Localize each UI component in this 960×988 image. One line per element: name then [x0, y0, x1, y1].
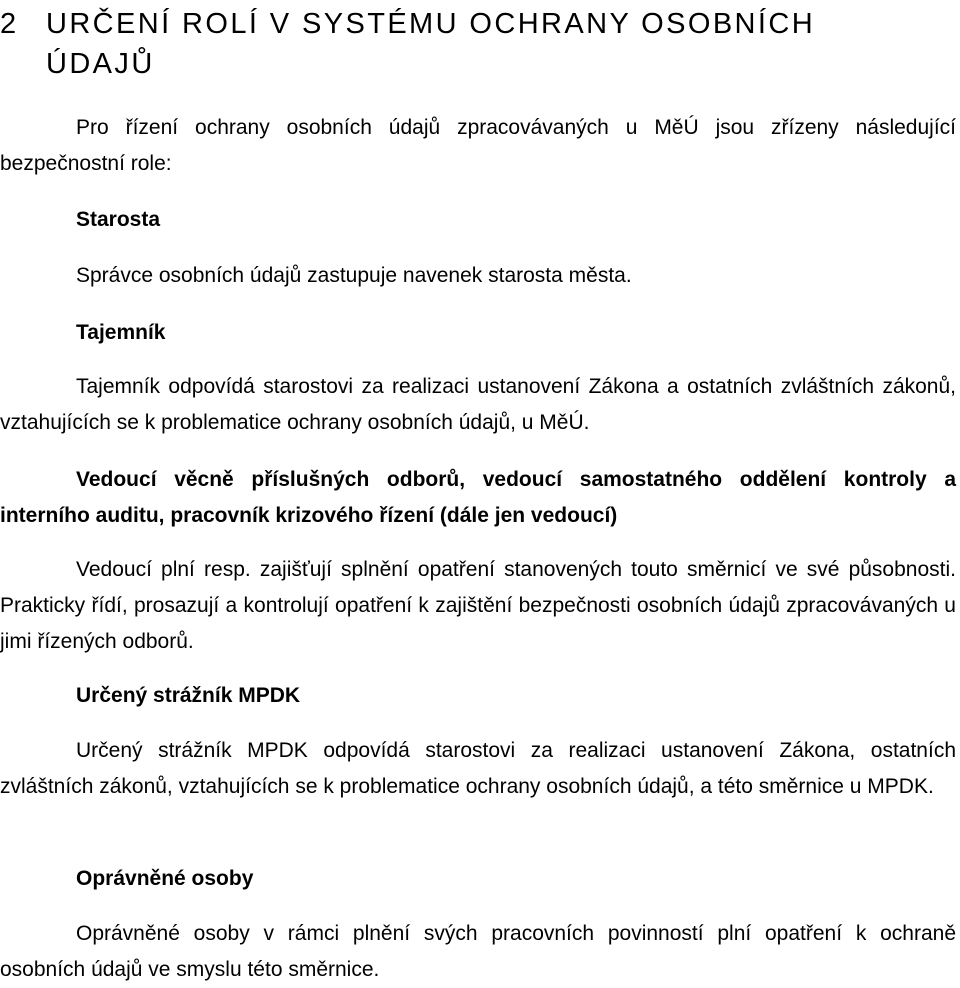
intro-text: Pro řízení ochrany osobních údajů zpracovávaných u MěÚ jsou zřízeny následující bezpečnostní role: [0, 116, 956, 175]
starosta-text: Správce osobních údajů zastupuje navenek starosta města. [76, 264, 632, 287]
starosta-heading: Starosta [76, 208, 161, 231]
section-title-line2: ÚDAJŮ [46, 48, 155, 80]
tajemnik-heading: Tajemník [76, 321, 166, 344]
tajemnik-paragraph [0, 369, 956, 441]
section-heading [0, 4, 960, 84]
vedouci-text: Vedoucí plní resp. zajišťují splnění opatření stanovených touto směrnicí ve své působnosti. Prakticky řídí, prosazují a kontrolují opatření k zajištění bezpečnosti osobních údajů zpracovávaných u jimi řízených odborů. [0, 558, 956, 653]
opravnene-text: Oprávněné osoby v rámci plnění svých pracovních povinností plní opatření k ochraně osobních údajů ve smyslu této směrnice. [0, 922, 956, 981]
tajemnik-text: Tajemník odpovídá starostovi za realizaci ustanovení Zákona a ostatních zvláštních zákonů, vztahujících se k problematice ochrany osobních údajů, u MěÚ. [0, 375, 956, 434]
section-number: 2 [0, 8, 19, 40]
vedouci-title: Vedoucí věcně příslušných odborů, vedoucí samostatného oddělení kontroly a interního auditu, pracovník krizového řízení (dále jen vedoucí) [0, 468, 956, 527]
opravnene-heading: Oprávněné osoby [76, 867, 254, 890]
vedouci-heading [0, 462, 956, 534]
opravnene-paragraph [0, 916, 956, 988]
vedouci-paragraph [0, 552, 956, 660]
straznik-heading: Určený strážník MPDK [76, 684, 301, 707]
section-title-line1: URČENÍ ROLÍ V SYSTÉMU OCHRANY OSOBNÍCH [46, 8, 816, 40]
straznik-text: Určený strážník MPDK odpovídá starostovi za realizaci ustanovení Zákona, ostatních zvláštních zákonů, vztahujících se k problematice ochrany osobních údajů, a této směrnice u MPDK. [0, 739, 956, 798]
starosta-paragraph [0, 258, 956, 294]
intro-paragraph [0, 110, 956, 182]
straznik-paragraph [0, 733, 956, 805]
